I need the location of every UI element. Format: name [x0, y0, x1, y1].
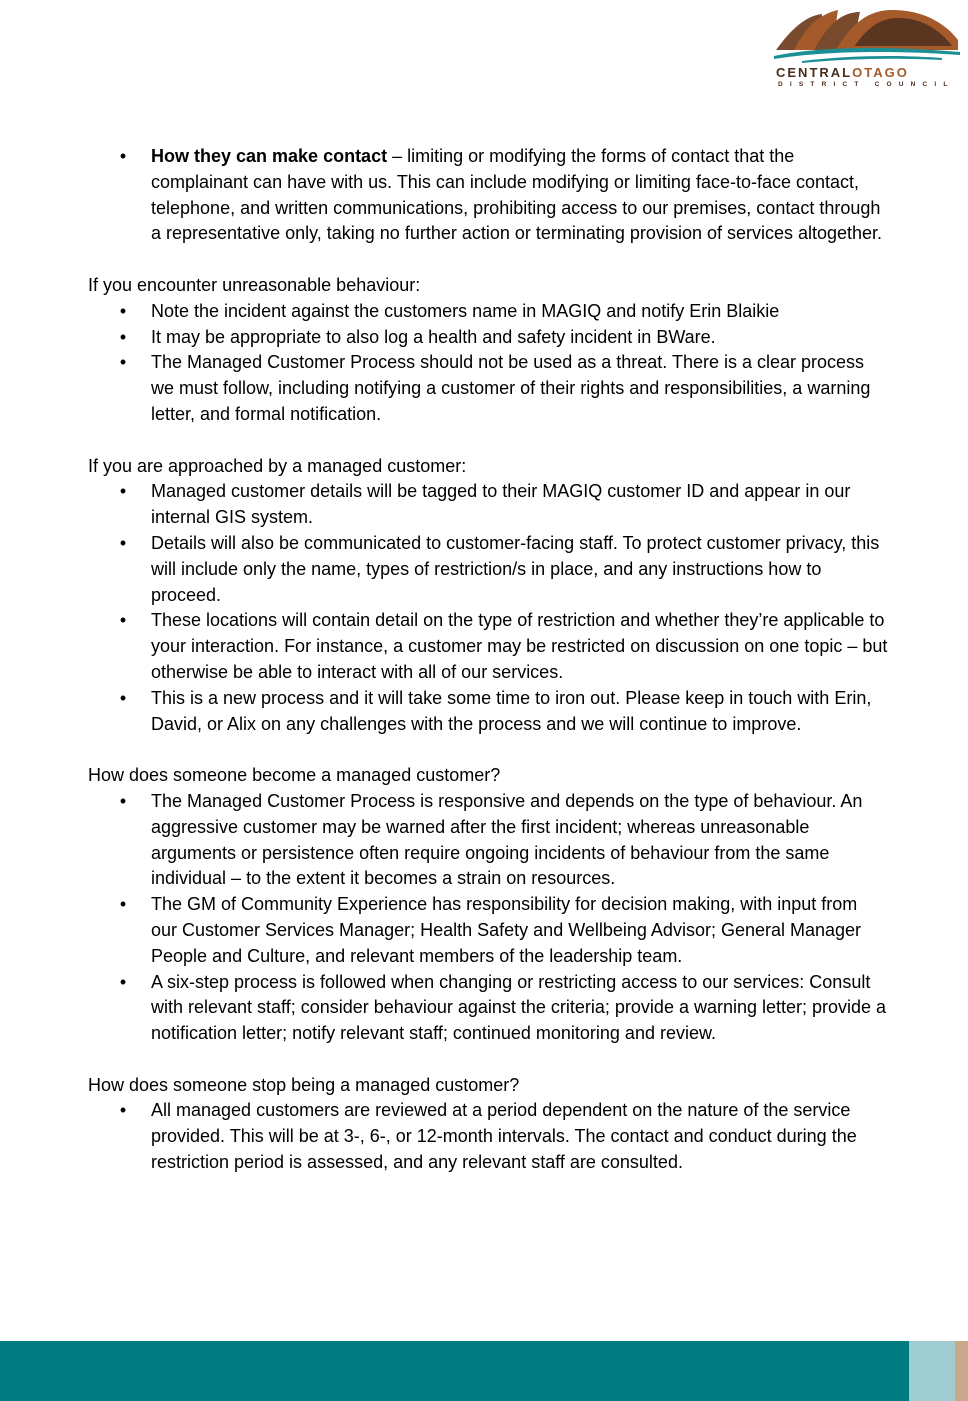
logo-name-central: CENTRAL [776, 65, 853, 80]
council-logo [772, 6, 962, 88]
intro-list [88, 144, 888, 247]
list-item-text: Note the incident against the customers name in MAGIQ and notify Erin Blaikie [151, 300, 780, 321]
intro-bold-text: How they can make contact [151, 146, 388, 166]
intro-text: – limiting or modifying the forms of contact that the complainant can have with us. This can include modifying or limiting face-to-face contact, telephone, and written communications, prohibiting access to our premises, contact through a representative only, taking no further action or terminating provision of services altogether. [151, 146, 883, 244]
bullet-icon: • [119, 971, 127, 992]
bullet-icon: • [119, 687, 127, 708]
list-item [88, 686, 888, 738]
section-list [88, 479, 888, 737]
bullet-icon: • [119, 481, 127, 502]
section-list [88, 299, 888, 428]
footer-bar [0, 1341, 968, 1401]
list-item [88, 789, 888, 892]
list-item-text: Details will also be communicated to customer-facing staff. To protect customer privacy, this will include only the name, types of restriction/s in place, and any instructions how to proceed. [151, 532, 880, 605]
section-list [88, 789, 888, 1047]
section-heading: How does someone stop being a managed customer? [88, 1074, 520, 1095]
bullet-icon: • [119, 352, 127, 373]
hills-emblem-icon [772, 6, 962, 64]
list-item [88, 144, 888, 247]
section-heading: If you encounter unreasonable behaviour: [88, 274, 421, 295]
footer-edge [955, 1341, 968, 1401]
section-heading: If you are approached by a managed customer: [88, 455, 467, 476]
bullet-icon: • [119, 300, 127, 321]
list-item-text: The Managed Customer Process is responsive and depends on the type of behaviour. An aggressive customer may be warned after the first incident; whereas unreasonable arguments or persistence often require ongoing incidents of behaviour from the same individual – to the extent it becomes a strain on resources. [151, 790, 863, 889]
logo-name-otago: OTAGO [852, 65, 909, 80]
section-heading: How does someone become a managed customer? [88, 765, 501, 786]
logo-name [776, 66, 909, 79]
list-item [88, 608, 888, 685]
list-item [88, 892, 888, 969]
list-item [88, 970, 888, 1047]
footer-accent [909, 1341, 955, 1401]
bullet-icon: • [119, 532, 127, 553]
bullet-icon: • [119, 326, 127, 347]
list-item [88, 299, 888, 325]
list-item-text: Managed customer details will be tagged to their MAGIQ customer ID and appear in our internal GIS system. [151, 481, 851, 528]
list-item-text: This is a new process and it will take some time to iron out. Please keep in touch with Erin, David, or Alix on any challenges with the process and we will continue to improve. [151, 687, 872, 734]
bullet-icon: • [119, 146, 127, 166]
list-item [88, 1098, 888, 1175]
list-item-text: All managed customers are reviewed at a period dependent on the nature of the service provided. This will be at 3-, 6-, or 12-month intervals. The contact and conduct during the restriction period is assessed, and any relevant staff are consulted. [151, 1100, 857, 1173]
list-item-text: A six-step process is followed when changing or restricting access to our services: Consult with relevant staff; consider behaviour against the criteria; provide a warning letter; provide a notification letter; notify relevant staff; continued monitoring and review. [151, 971, 887, 1044]
bullet-icon: • [119, 790, 127, 811]
list-item [88, 325, 888, 351]
section-list [88, 1098, 888, 1175]
list-item [88, 479, 888, 531]
bullet-icon: • [119, 610, 127, 631]
list-item-text: The Managed Customer Process should not be used as a threat. There is a clear process we must follow, including notifying a customer of their rights and responsibilities, a warning letter, and formal notification. [151, 352, 871, 424]
list-item-text: It may be appropriate to also log a health and safety incident in BWare. [151, 326, 716, 347]
logo-subtitle: DISTRICT COUNCIL [778, 81, 955, 88]
list-item [88, 350, 888, 427]
document-body [88, 144, 888, 1176]
bullet-icon: • [119, 894, 127, 915]
bullet-icon: • [119, 1100, 127, 1121]
list-item [88, 531, 888, 608]
list-item-text: The GM of Community Experience has responsibility for decision making, with input from our Customer Services Manager; Health Safety and Wellbeing Advisor; General Manager People and Culture, and relevant members of the leadership team. [151, 894, 862, 966]
list-item-text: These locations will contain detail on the type of restriction and whether they’re applicable to your interaction. For instance, a customer may be restricted on discussion on one topic – but otherwise be able to interact with all of our services. [151, 610, 888, 682]
